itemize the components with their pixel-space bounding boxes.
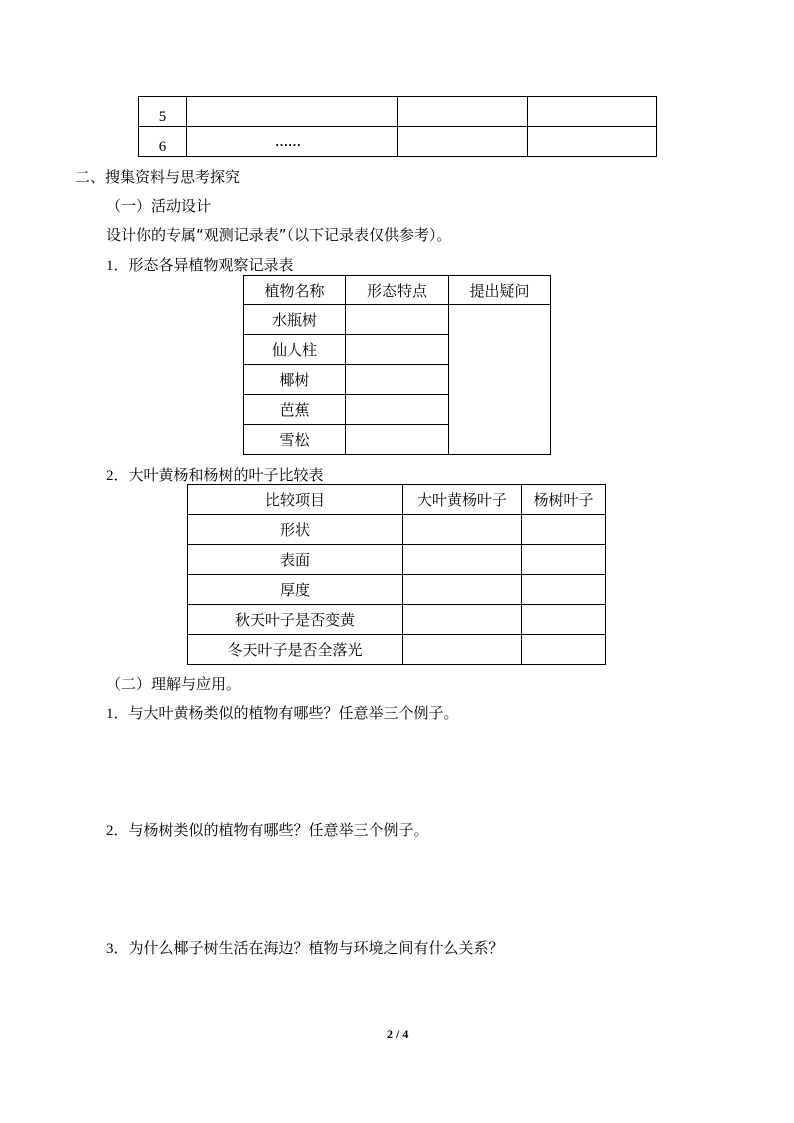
table-row	[188, 605, 606, 635]
table-cell	[403, 545, 522, 575]
question-text: 与大叶黄杨类似的植物有哪些？任意举三个例子。	[128, 704, 459, 722]
comparison-item: 厚度	[188, 575, 403, 605]
item-number: 2．	[106, 468, 129, 484]
column-header: 大叶黄杨叶子	[403, 485, 522, 515]
table-cell	[346, 305, 449, 335]
comparison-item: 形状	[188, 515, 403, 545]
table-cell	[187, 97, 398, 127]
intro-text: 设计你的专属“观测记录表”（以下记录表仅供参考）。	[106, 226, 452, 244]
table-row	[188, 515, 606, 545]
table-cell	[522, 515, 606, 545]
column-header: 植物名称	[244, 276, 346, 305]
item-number: 1．	[106, 258, 129, 274]
comparison-item: 秋天叶子是否变黄	[188, 605, 403, 635]
leaf-comparison-table	[187, 484, 606, 665]
item-number: 3．	[106, 941, 129, 957]
table-cell	[403, 575, 522, 605]
table1-title-text: 形态各异植物观察记录表	[128, 256, 294, 274]
table-row	[188, 545, 606, 575]
table-row	[139, 127, 657, 157]
table-header-row	[188, 485, 606, 515]
table-row	[139, 97, 657, 127]
observation-table	[243, 275, 551, 455]
comparison-item: 冬天叶子是否全落光	[188, 635, 403, 665]
table-cell	[398, 97, 528, 127]
table2-title	[106, 468, 324, 484]
item-number: 2．	[106, 823, 129, 839]
table-cell	[528, 97, 657, 127]
column-header: 形态特点	[346, 276, 449, 305]
table-cell	[528, 127, 657, 157]
table-row	[188, 575, 606, 605]
subsection-title: （一）活动设计	[106, 197, 212, 215]
plant-name: 芭蕉	[244, 395, 346, 425]
plant-name: 椰树	[244, 365, 346, 395]
table-cell	[522, 545, 606, 575]
column-header: 比较项目	[188, 485, 403, 515]
plant-name: 雪松	[244, 425, 346, 455]
ellipsis-cell: ……	[187, 127, 398, 157]
table-cell	[346, 425, 449, 455]
question-text: 为什么椰子树生活在海边？植物与环境之间有什么关系？	[128, 939, 504, 957]
table2-title-text: 大叶黄杨和杨树的叶子比较表	[128, 466, 324, 484]
row-number: 5	[139, 97, 187, 127]
column-header: 提出疑问	[449, 276, 551, 305]
question-cell	[449, 305, 551, 455]
top-table	[138, 96, 657, 157]
page-number: 2 / 4	[387, 1027, 409, 1041]
table-cell	[522, 575, 606, 605]
column-header: 杨树叶子	[522, 485, 606, 515]
table-cell	[346, 395, 449, 425]
table-cell	[346, 365, 449, 395]
table-cell	[522, 635, 606, 665]
section-heading: 二、搜集资料与思考探究	[75, 168, 241, 186]
table-cell	[403, 515, 522, 545]
table-cell	[403, 635, 522, 665]
question-3	[106, 941, 504, 957]
table-cell	[522, 605, 606, 635]
subsection-title: （二）理解与应用。	[106, 675, 242, 693]
table-cell	[346, 335, 449, 365]
plant-name: 水瓶树	[244, 305, 346, 335]
table1-title	[106, 258, 294, 274]
comparison-item: 表面	[188, 545, 403, 575]
item-number: 1．	[106, 706, 129, 722]
table-cell	[398, 127, 528, 157]
plant-name: 仙人柱	[244, 335, 346, 365]
table-header-row	[244, 276, 551, 305]
question-1	[106, 706, 459, 722]
question-2	[106, 823, 429, 839]
row-number: 6	[139, 127, 187, 157]
table-row	[244, 305, 551, 335]
table-row	[188, 635, 606, 665]
table-cell	[403, 605, 522, 635]
question-text: 与杨树类似的植物有哪些？任意举三个例子。	[128, 821, 429, 839]
